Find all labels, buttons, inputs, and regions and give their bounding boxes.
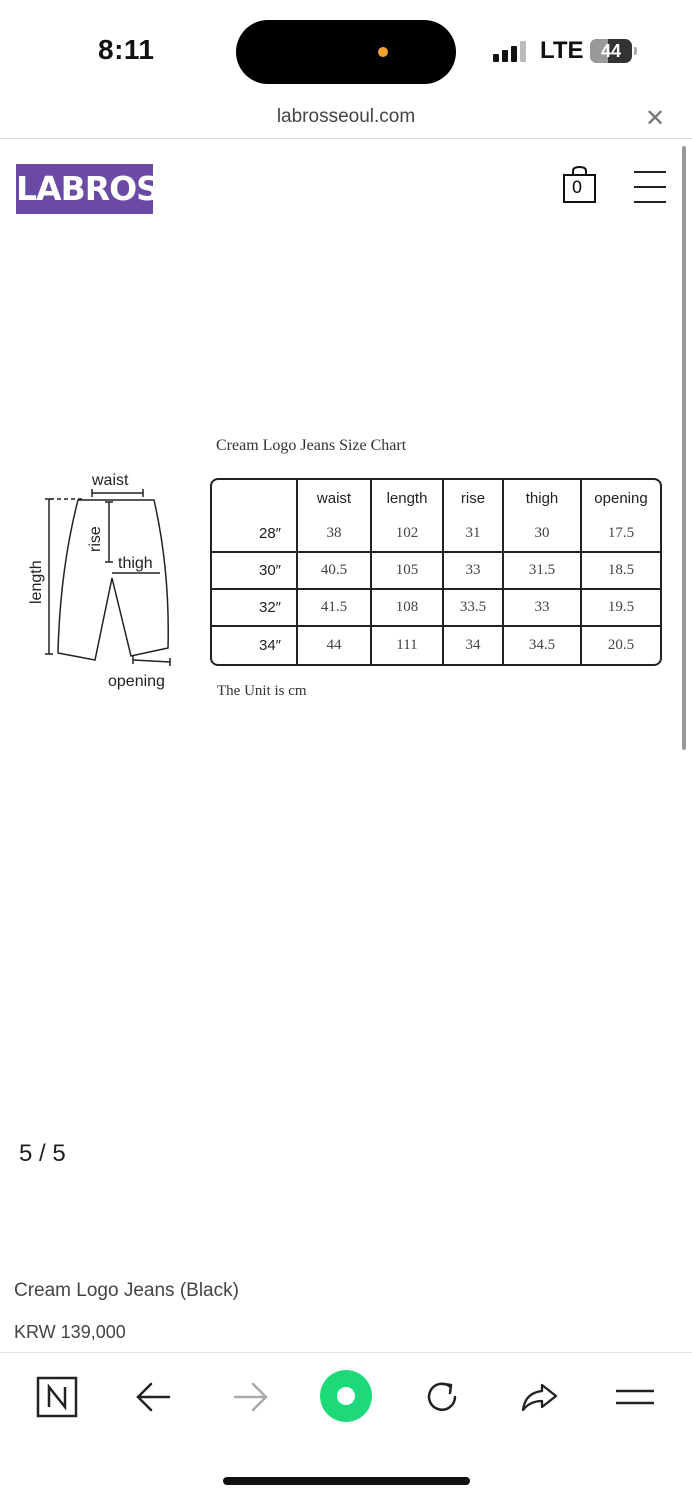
product-price: KRW 139,000 (14, 1322, 126, 1342)
browser-menu-button[interactable] (610, 1372, 660, 1422)
table-cell: 102 (372, 516, 444, 553)
size-label: 30″ (212, 553, 298, 590)
forward-arrow-icon (225, 1372, 275, 1422)
diagram-label-thigh: thigh (118, 555, 153, 572)
table-row (212, 553, 660, 590)
column-header: waist (298, 480, 372, 516)
size-chart-table (210, 478, 662, 666)
table-cell: 31 (444, 516, 504, 553)
image-counter: 5 / 5 (19, 1140, 66, 1167)
scrollbar[interactable] (682, 146, 686, 750)
url-divider (0, 138, 692, 139)
table-row (212, 516, 660, 553)
table-cell: 38 (298, 516, 372, 553)
diagram-label-opening: opening (108, 673, 165, 690)
reload-icon (417, 1372, 467, 1422)
network-type: LTE (540, 37, 584, 64)
back-arrow-icon (129, 1372, 179, 1422)
table-cell: 44 (298, 627, 372, 664)
diagram-label-rise: rise (87, 526, 104, 552)
table-cell: 33 (504, 590, 582, 627)
green-dot-button[interactable] (320, 1370, 372, 1422)
battery-level: 44 (600, 41, 622, 61)
table-cell: 40.5 (298, 553, 372, 590)
share-icon (514, 1372, 564, 1422)
column-header: length (372, 480, 444, 516)
toolbar-divider (0, 1352, 692, 1353)
column-header: thigh (504, 480, 582, 516)
unit-note: The Unit is cm (217, 683, 307, 699)
product-name: Cream Logo Jeans (Black) (14, 1280, 239, 1301)
back-button[interactable] (129, 1372, 179, 1422)
table-cell: 111 (372, 627, 444, 664)
table-cell: 33 (444, 553, 504, 590)
reload-button[interactable] (417, 1372, 467, 1422)
size-label: 32″ (212, 590, 298, 627)
cart-button[interactable] (562, 166, 598, 204)
site-logo[interactable]: LABROS (16, 164, 153, 214)
table-cell: 18.5 (582, 553, 660, 590)
menu-icon (610, 1372, 660, 1422)
cart-count: 0 (571, 178, 583, 198)
diagram-label-length: length (28, 560, 45, 604)
naver-button[interactable] (32, 1372, 82, 1422)
table-cell: 20.5 (607, 637, 635, 653)
table-row (212, 590, 660, 627)
size-label: 28″ (212, 516, 298, 553)
table-cell: 108 (372, 590, 444, 627)
battery-nub (634, 47, 637, 55)
status-time: 8:11 (98, 34, 155, 65)
table-cell: 34 (444, 627, 504, 664)
forward-button[interactable] (225, 1372, 275, 1422)
diagram-label-waist: waist (92, 472, 129, 489)
naver-icon (32, 1372, 82, 1422)
table-cell: 17.5 (582, 516, 660, 553)
table-cell: 30 (504, 516, 582, 553)
column-header (212, 480, 298, 516)
share-button[interactable] (514, 1372, 564, 1422)
close-icon[interactable]: ✕ (645, 105, 666, 132)
table-row (212, 627, 660, 664)
signal-icon (493, 40, 529, 62)
green-dot-icon (320, 1370, 372, 1422)
size-chart-title: Cream Logo Jeans Size Chart (216, 437, 407, 454)
size-label: 34″ (212, 627, 298, 664)
table-header-row (212, 480, 660, 516)
column-header: rise (444, 480, 504, 516)
home-indicator[interactable] (223, 1477, 470, 1485)
table-cell: 105 (372, 553, 444, 590)
hamburger-menu-icon[interactable] (634, 170, 666, 204)
table-cell: 34.5 (504, 627, 582, 664)
table-cell: 31.5 (504, 553, 582, 590)
table-cell: 41.5 (298, 590, 372, 627)
table-cell: 33.5 (444, 590, 504, 627)
mic-indicator-icon (378, 47, 388, 57)
battery-icon (590, 39, 632, 63)
url-bar[interactable]: labrosseoul.com (276, 106, 416, 127)
dynamic-island (236, 20, 456, 84)
table-cell: 19.5 (582, 590, 660, 627)
jeans-diagram (20, 470, 210, 700)
column-header: opening (594, 489, 648, 507)
